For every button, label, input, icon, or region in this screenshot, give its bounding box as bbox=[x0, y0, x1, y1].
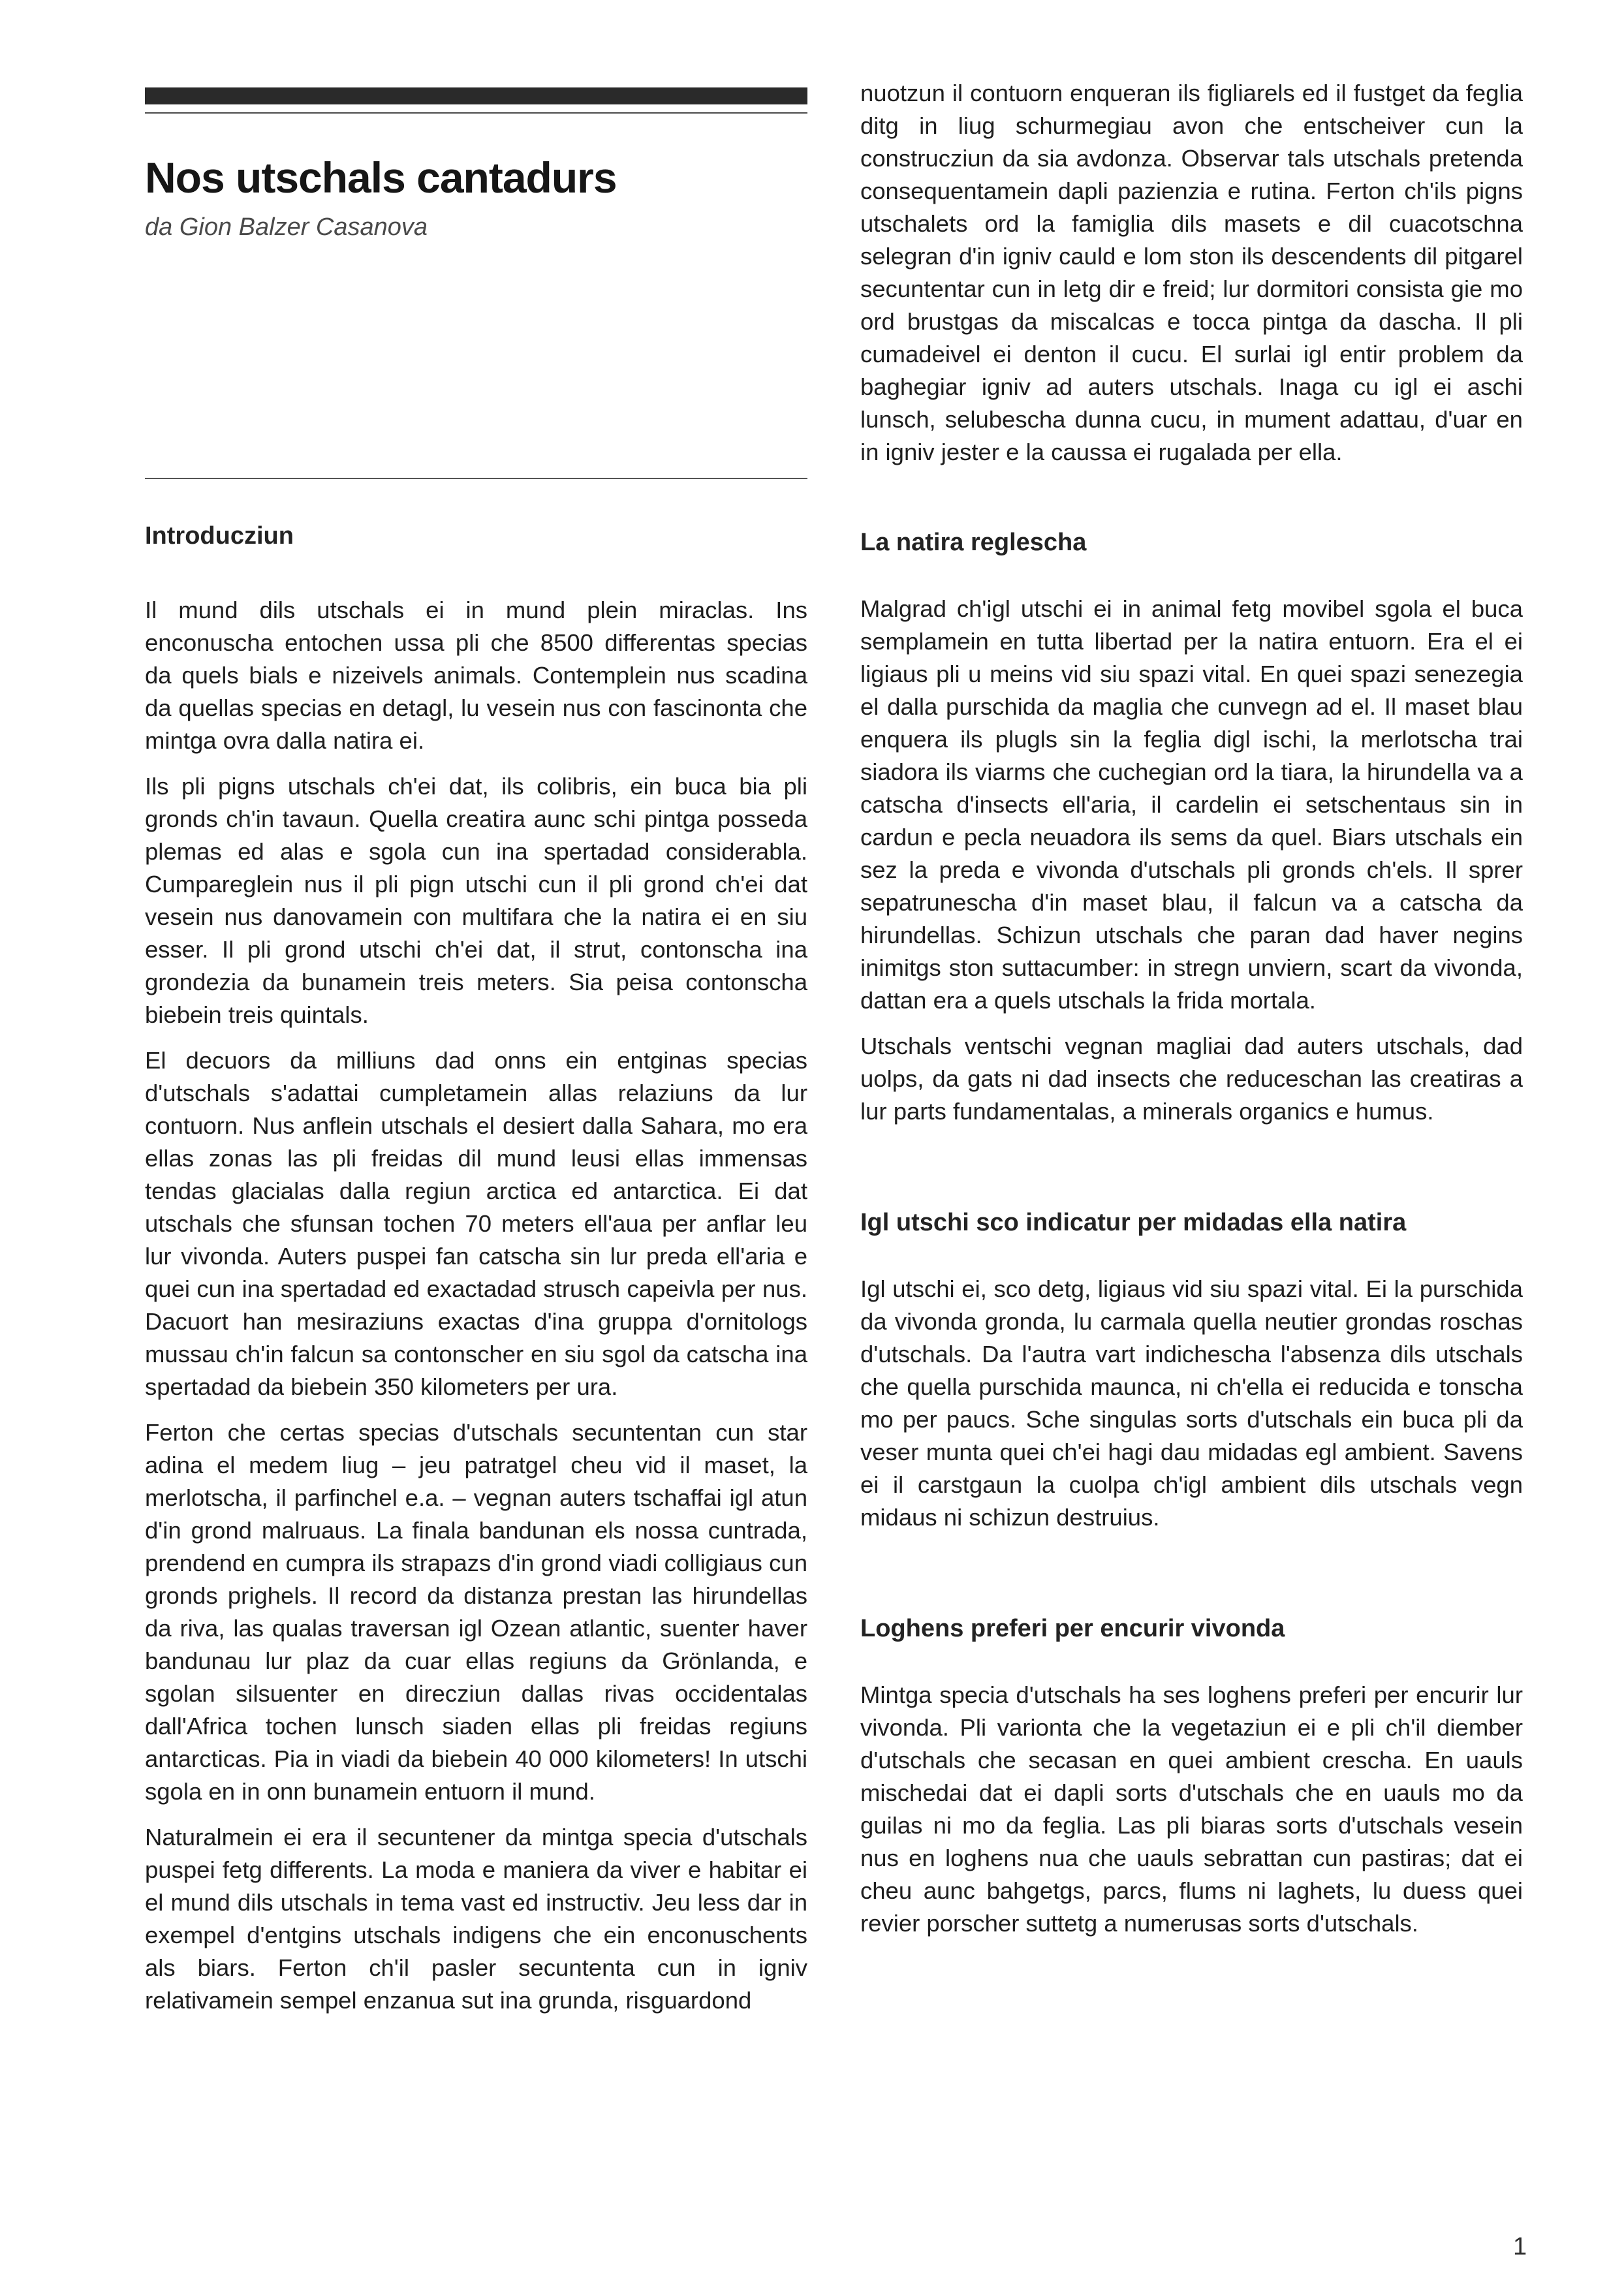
left-column bbox=[145, 84, 807, 2030]
paragraph: Naturalmein ei era il secuntener da mintga specia d'utschals puspei fetg differents. La moda e maniera da viver e habitar ei el mund dils utschals in tema vast ed instructiv. Jeu less dar in exempel d'entgins utschals indigens che ein enconuschents als biars. Ferton ch'il pasler secuntenta cun in igniv relativamein sempel enzanua sut ina grunda, risguardond bbox=[145, 1824, 807, 2014]
heading-la-natira-reglescha: La natira reglescha bbox=[860, 529, 1087, 556]
page-number: 1 bbox=[1513, 2233, 1527, 2260]
paragraph: Mintga specia d'utschals ha ses loghens preferi per encurir lur vivonda. Pli varionta che la vegetaziun ei e pli ch'il diember d'utschals che secasan en quei ambient crescha. En uauls mischedai dat ei dapli sorts d'utschals che en uauls mo da guilas ni mo da feglia. Las pli biaras sorts d'utschals vesein nus en loghens nua che uauls sebrattan cun pastiras; dat ei cheu aunc bahgetgs, parcs, flums ni laghets, lu duess quei revier porscher suttetg a numerusas sorts d'utschals. bbox=[860, 1681, 1523, 1937]
paragraph: El decuors da milliuns dad onns ein entginas specias d'utschals s'adattai cumpletamein allas relaziuns da lur contuorn. Nus anflein utschals el desiert dalla Sahara, mo era ellas zonas las pli freidas dil mund leusi ellas immensas tendas glacialas dalla regiun arctica ed antarctica. Ei dat utschals che sfunsan tochen 70 meters ell'aua per anflar leu lur vivonda. Auters puspei fan catscha sin lur preda ell'aria e quei cun ina spertadad ed exactadad strusch capeivla per nus. Dacuort han mesiraziuns exactas d'ina gruppa d'ornitologs mussau ch'in falcun sa contonscher en siu sgol da catscha ina spertadad da biebein 350 kilometers per ura. bbox=[145, 1047, 807, 1400]
paragraph: Ferton che certas specias d'utschals secuntentan cun star adina el medem liug – jeu patratgel cheu vid il maset, la merlotscha, il parfinchel e.a. – vegnan auters tschaffai igl atun d'in grond malruaus. La finala bandunan els nossa cuntrada, prendend en cumpra ils strapazs d'in grond viadi colligiaus cun gronds prighels. Il record da distanza prestan las hirundellas da riva, las qualas traversan igl Ozean atlantic, suenter haver bandunau lur plaz da cuar ellas regiuns da Grönlanda, e sgolan silsuenter en direcziun dallas rivas occidentalas dall'Africa tochen lunsch siaden ellas pli freidas regiuns antarcticas. Pia in viadi da biebein 40 000 kilometers! In utschi sgola en in onn bunamein entuorn il mund. bbox=[145, 1419, 807, 1805]
section-loghens-preferi bbox=[860, 1612, 1523, 1940]
right-column bbox=[860, 77, 1523, 1953]
article-title: Nos utschals cantadurs bbox=[145, 153, 617, 202]
section-igl-utschi-sco-indicatur bbox=[860, 1206, 1523, 1534]
article-byline: da Gion Balzer Casanova bbox=[145, 213, 428, 241]
paragraph: Igl utschi ei, sco detg, ligiaus vid siu spazi vital. Ei la purschida da vivonda gronda, lu carmala quella neutier grondas roschas d'utschals. Da l'autra vart indichescha l'absenza dils utschals che quella purschida maunca, ni ch'ella ei reducida e tonscha mo per paucs. Sche singulas sorts d'utschals ein buca pli da veser munta quei ch'ei hagi dau midadas egl ambient. Savens ei il carstgaun la cuolpa ch'igl ambient dils utschals vegn midaus ni schizun destruius. bbox=[860, 1275, 1523, 1531]
section-divider bbox=[145, 478, 807, 479]
header-bar bbox=[145, 87, 807, 104]
paragraph: Il mund dils utschals ei in mund plein miraclas. Ins enconuscha entochen ussa pli che 8500 differentas specias da quels bials e nizeivels animals. Contemplein nus scadina da quellas specias en detagl, lu vesein nus con fascinonta che mintga ovra dalla natira ei. bbox=[145, 597, 807, 754]
heading-loghens-preferi: Loghens preferi per encurir vivonda bbox=[860, 1615, 1285, 1642]
paragraph: Ils pli pigns utschals ch'ei dat, ils colibris, ein buca bia pli gronds ch'in tavaun. Quella creatira aunc schi pintga posseda plemas ed alas e sgola cun ina spertadad considerabla. Cumpareglein nus il pli pign utschi cun il pli grond ch'ei dat vesein nus danovamein con multifara che la natira ei en siu esser. Il pli grond utschi ch'ei dat, il strut, contonscha ina grondezia da bunamein treis meters. Sia peisa contonscha biebein treis quintals. bbox=[145, 773, 807, 1028]
heading-introducziun: Introducziun bbox=[145, 522, 294, 550]
heading-igl-utschi-sco-indicatur: Igl utschi sco indicatur per midadas ella natira bbox=[860, 1209, 1407, 1236]
header-rule bbox=[145, 112, 807, 114]
paragraph: Utschals ventschi vegnan magliai dad auters utschals, dad uolps, da gats ni dad insects che reduceschan las creatiras a lur parts fundamentalas, a minerals organics e humus. bbox=[860, 1033, 1523, 1125]
section-la-natira-reglescha bbox=[860, 526, 1523, 1128]
paragraph-continuation: nuotzun il contuorn enqueran ils figliarels ed il fustget da feglia ditg in liug schurmegiau avon che entscheiver cun la construcziun da sia avdonza. Observar tals utschals pretenda consequentamein dapli pazienzia e rutina. Ferton ch'ils pigns utschalets ord la famiglia dils masets e dil cuacotschna selegran d'in igniv cauld e lom ston ils descendents dil pitgarel secuntentar cun in letg dir e freid; lur dormitori consista gie mo ord brustgas da miscalcas e tocca pintga da dascha. Il pli cumadeivel ei denton il cucu. El surlai igl entir problem da baghegiar igniv ad auters utschals. Inaga cu igl ei aschi lunsch, selubescha dunna cucu, in mument adattau, d'uar en in igniv jester e la caussa ei rugalada per ella. bbox=[860, 80, 1523, 465]
paragraph: Malgrad ch'igl utschi ei in animal fetg movibel sgola el buca semplamein en tutta libertad per la natira entuorn. Era el ei ligiaus pli u meins vid siu spazi vital. En quei spazi senezegia el dalla purschida da maglia che cunvegn ad el. Il maset blau enquera ils plugls sin la feglia digl ischi, la merlotscha trai siadora ils viarms che cuchegian ord la tiara, la hirundella va a catscha d'insects ell'aria, il cardelin ei setschentaus sin in cardun e pecla neuadora ils sems da quel. Biars utschals ein sez la preda e vivonda d'utschals pli gronds ch'els. Il sprer sepatrunescha d'in maset blau, il falcun va a catscha da hirundellas. Schizun utschals che paran dad haver negins inimitgs ston suttacumber: in stregn unviern, scart da vivonda, dattan era a quels utschals la frida mortala. bbox=[860, 595, 1523, 1014]
